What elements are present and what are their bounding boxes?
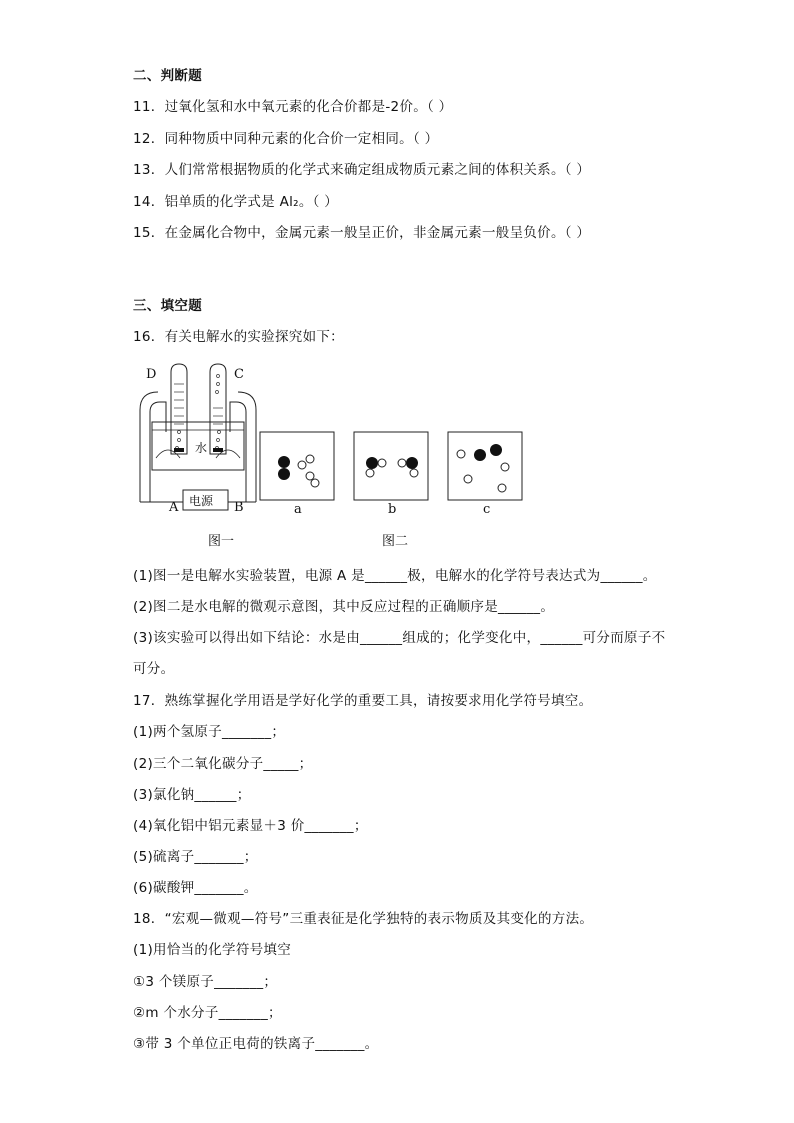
- question-17-sub5: (5)硫离子_______；: [133, 849, 258, 865]
- question-17-sub3: (3)氯化钠______；: [133, 787, 251, 803]
- electrolysis-figure: [138, 362, 538, 552]
- question-18-stem: 18．“宏观—微观—符号”三重表征是化学独特的表示物质及其变化的方法。: [133, 911, 594, 927]
- question-17-sub2: (2)三个二氧化碳分子_____；: [133, 756, 313, 772]
- question-14: 14．铝单质的化学式是 Al₂。（ ）: [133, 194, 339, 210]
- label-b: B: [234, 500, 244, 515]
- panel-c-label: c: [483, 502, 491, 517]
- question-17-sub6: (6)碳酸钾_______。: [133, 880, 258, 896]
- question-16-sub2: (2)图二是水电解的微观示意图，其中反应过程的正确顺序是______。: [133, 599, 555, 615]
- electrolysis-diagram: [138, 362, 538, 552]
- question-16-sub3-line2: 可分。: [133, 661, 175, 677]
- question-17-stem: 17．熟练掌握化学用语是学好化学的重要工具，请按要求用化学符号填空。: [133, 693, 593, 709]
- question-18-item1: ①3 个镁原子_______；: [133, 974, 278, 990]
- section2-heading: 二、判断题: [133, 68, 202, 84]
- question-11: 11．过氧化氢和水中氧元素的化合价都是-2价。（ ）: [133, 99, 453, 115]
- question-16-stem: 16．有关电解水的实验探究如下：: [133, 329, 344, 345]
- question-18-sub1: (1)用恰当的化学符号填空: [133, 942, 292, 958]
- question-16-sub3-line1: (3)该实验可以得出如下结论：水是由______组成的；化学变化中，______可分而原子不: [133, 630, 666, 646]
- question-13: 13．人们常常根据物质的化学式来确定组成物质元素之间的体积关系。（ ）: [133, 162, 591, 178]
- panel-a-label: a: [294, 502, 302, 517]
- figure-1-caption: 图一: [208, 534, 235, 549]
- label-a: A: [169, 500, 179, 515]
- question-12: 12．同种物质中同种元素的化合价一定相同。（ ）: [133, 131, 439, 147]
- question-18-item3: ③带 3 个单位正电荷的铁离子_______。: [133, 1036, 379, 1052]
- label-water: 水: [195, 441, 208, 455]
- label-c: C: [234, 367, 244, 382]
- figure-2-caption: 图二: [382, 534, 409, 549]
- question-18-item2: ②m 个水分子_______；: [133, 1005, 282, 1021]
- question-16-sub1: (1)图一是电解水实验装置，电源 A 是______极，电解水的化学符号表达式为______。: [133, 568, 657, 584]
- question-15: 15．在金属化合物中，金属元素一般呈正价，非金属元素一般呈负价。（ ）: [133, 225, 591, 241]
- question-17-sub4: (4)氧化铝中铝元素显＋3 价_______；: [133, 818, 368, 834]
- section3-heading: 三、填空题: [133, 298, 202, 314]
- power-supply-label: 电源: [189, 494, 214, 508]
- panel-b-label: b: [388, 502, 397, 517]
- question-17-sub1: (1)两个氢原子_______；: [133, 724, 286, 740]
- label-d: D: [146, 367, 157, 382]
